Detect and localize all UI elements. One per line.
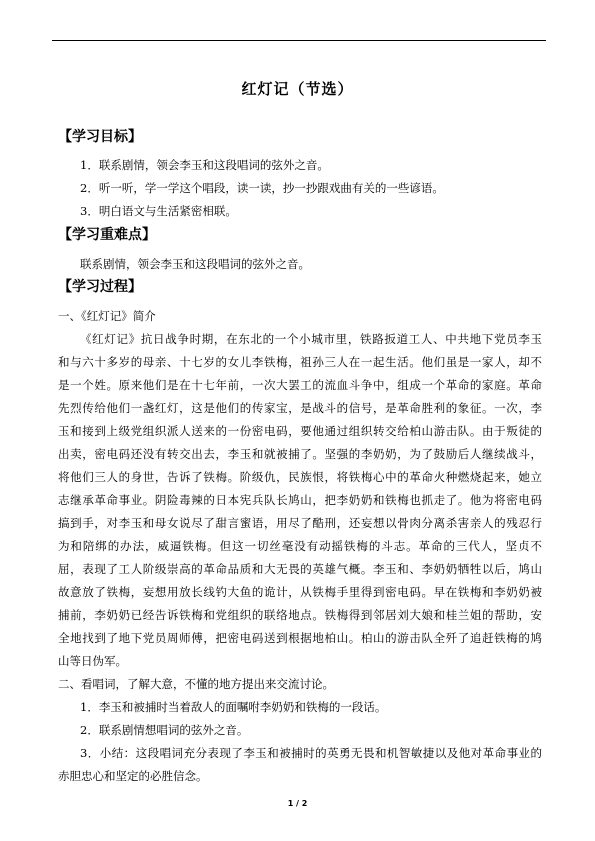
section-heading-process: 【学习过程】 [58, 279, 142, 295]
intro-line: 先烈传给他们一盏红灯，这是他们的传家宝，是战斗的信号，是革命胜利的象征。一次，李 [58, 401, 542, 415]
page-title: 红灯记（节选） [241, 80, 354, 98]
intro-line: 故意放了铁梅，妄想用放长线钓大鱼的诡计，从铁梅手里得到密电码。早在铁梅和李奶奶被 [58, 585, 542, 599]
intro-line: 捕前，李奶奶已经告诉铁梅和党组织的联络地点。铁梅得到邻居刘大娘和桂兰姐的帮助，安 [58, 608, 542, 622]
part2-title: 二、看唱词，了解大意，不懂的地方提出来交流讨论。 [58, 677, 334, 691]
page-number: 1 / 2 [287, 799, 308, 808]
intro-line: 出卖，密电码还没有转交出去，李玉和就被捕了。坚强的李奶奶，为了鼓励后人继续战斗， [58, 447, 542, 461]
part2-item: 1．李玉和被捕时当着敌人的面嘱咐李奶奶和铁梅的一段话。 [80, 700, 387, 714]
goal-item: 3．明白语文与生活紧密相联。 [80, 204, 237, 218]
intro-line: 全地找到了地下党员周师傅，把密电码送到根据地柏山。柏山的游击队全歼了追赶铁梅的鸠 [58, 631, 542, 645]
summary-line-last: 赤胆忠心和坚定的必胜信念。 [58, 769, 208, 783]
part1-title: 一、《红灯记》简介 [58, 309, 156, 323]
key-points-text: 联系剧情，领会李玉和这段唱词的弦外之音。 [80, 257, 310, 271]
section-heading-key-points: 【学习重难点】 [58, 227, 156, 243]
goal-item: 1．联系剧情，领会李玉和这段唱词的弦外之音。 [80, 158, 329, 172]
header-rule [52, 40, 546, 41]
intro-line: 《红灯记》抗日战争时期，在东北的一个小城市里，铁路扳道工人、中共地下党员李玉 [80, 332, 542, 346]
intro-line: 将他们三人的身世，告诉了铁梅。阶级仇，民族恨，将铁梅心中的革命火种燃烧起来，她立 [58, 470, 542, 484]
intro-line: 屈，表现了工人阶级崇高的革命品质和大无畏的英雄气概。李玉和、李奶奶牺牲以后，鸠山 [58, 562, 542, 576]
intro-line: 和与六十多岁的母亲、十七岁的女儿李铁梅，祖孙三人在一起生活。他们虽是一家人，却不 [58, 355, 542, 369]
intro-line: 志继承革命事业。阴险毒辣的日本宪兵队长鸠山，把李奶奶和铁梅也抓走了。他为将密电码 [58, 493, 542, 507]
intro-line-last: 山等日伪军。 [58, 654, 127, 668]
summary-line: 3．小结：这段唱词充分表现了李玉和被捕时的英勇无畏和机智敏捷以及他对革命事业的 [80, 746, 542, 760]
intro-line: 是一个姓。原来他们是在十七年前，一次大罢工的流血斗争中，组成一个革命的家庭。革命 [58, 378, 542, 392]
intro-line: 搞到手，对李玉和母女说尽了甜言蜜语，用尽了酷刑，还妄想以骨肉分离杀害亲人的残忍行 [58, 516, 542, 530]
part2-item: 2．联系剧情想唱词的弦外之音。 [80, 723, 249, 737]
intro-line: 为和陪绑的办法，威逼铁梅。但这一切丝毫没有动摇铁梅的斗志。革命的三代人，坚贞不 [58, 539, 542, 553]
section-heading-goals: 【学习目标】 [58, 129, 142, 145]
intro-line: 玉和接到上级党组织派人送来的一份密电码，要他通过组织转交给柏山游击队。由于叛徒的 [58, 424, 542, 438]
goal-item: 2．听一听，学一学这个唱段，读一读，抄一抄跟戏曲有关的一些谚语。 [80, 181, 444, 195]
